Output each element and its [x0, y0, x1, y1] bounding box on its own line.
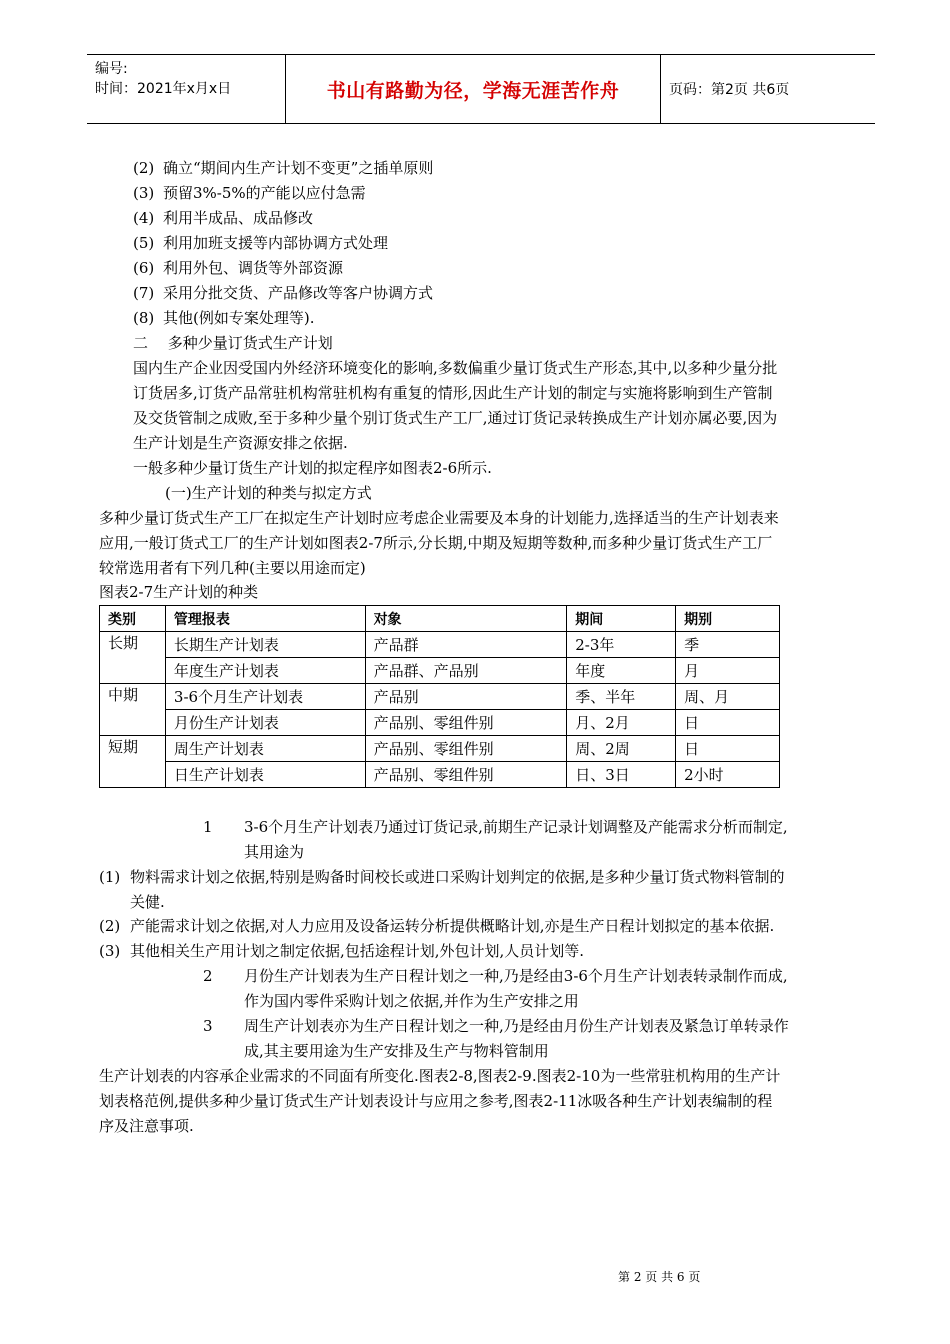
paragraph-line: 3-6个月生产计划表乃通过订货记录,前期生产记录计划调整及产能需求分析而制定, — [244, 818, 788, 836]
paragraph-line: 生产计划是生产资源安排之依据. — [133, 434, 348, 452]
paragraph-line: 产能需求计划之依据,对人力应用及设备运转分析提供概略计划,亦是生产日程计划拟定的基本依据. — [130, 917, 775, 935]
table-cell: 日、3日 — [567, 762, 676, 788]
list-item-text: 利用外包、调货等外部资源 — [163, 259, 344, 277]
header-page-number: 页码：第2页 共6页 — [669, 82, 790, 98]
numbered-item-number: 3 — [203, 1017, 213, 1035]
sub-item-number: (2) — [99, 917, 121, 935]
paragraph-line: 关健. — [130, 893, 165, 911]
paragraph-line: 订货居多,订货产品常驻机构常驻机构有重复的情形,因此生产计划的制定与实施将影响到生产管制 — [133, 384, 773, 402]
sub-heading: (一)生产计划的种类与拟定方式 — [165, 484, 372, 502]
sub-item-number: (3) — [99, 942, 121, 960]
table-row — [100, 762, 780, 788]
table-cell: 产品群 — [365, 632, 567, 658]
table-header-cell: 对象 — [365, 606, 567, 632]
table-cell: 长期生产计划表 — [165, 632, 365, 658]
paragraph-line: 生产计划表的内容承企业需求的不同面有所变化.图表2-8,图表2-9.图表2-10为一些常驻机构用的生产计 — [99, 1067, 781, 1085]
paragraph-line: 作为国内零件采购计划之依据,并作为生产安排之用 — [244, 992, 579, 1010]
table-header-cell: 期间 — [567, 606, 676, 632]
paragraph-line: 及交货管制之成败,至于多种少量个别订货式生产工厂,通过订货记录转换成生产计划亦属必要,因为 — [133, 409, 778, 427]
paragraph-line: 周生产计划表亦为生产日程计划之一种,乃是经由月份生产计划表及紧急订单转录作 — [244, 1017, 789, 1035]
list-item-number: (2) — [133, 159, 155, 177]
sub-item-number: (1) — [99, 868, 121, 886]
table-row — [100, 684, 780, 710]
header-meta — [95, 59, 231, 99]
table-header-row — [100, 606, 780, 632]
list-item — [133, 181, 366, 206]
table-cell: 产品别、零组件别 — [365, 762, 567, 788]
table-row — [100, 632, 780, 658]
paragraph-line: 较常选用者有下列几种(主要以用途而定) — [99, 559, 366, 577]
table-cell: 日 — [676, 736, 780, 762]
list-item-text: 利用加班支援等内部协调方式处理 — [163, 234, 389, 252]
list-item — [133, 231, 388, 256]
list-item-number: (4) — [133, 209, 155, 227]
list-item — [133, 206, 313, 231]
header-motto: 书山有路勤为径，学海无涯苦作舟 — [326, 79, 620, 102]
table-cell: 年度生产计划表 — [165, 658, 365, 684]
serial-label: 编号: — [95, 61, 128, 77]
paragraph-line: 成,其主要用途为生产安排及生产与物料管制用 — [244, 1042, 549, 1060]
table-category-cell: 短期 — [100, 736, 166, 788]
table-cell: 产品群、产品别 — [365, 658, 567, 684]
table-cell: 月 — [676, 658, 780, 684]
plan-types-table — [99, 605, 780, 788]
table-cell: 产品别、零组件别 — [365, 710, 567, 736]
list-item-number: (7) — [133, 284, 155, 302]
table-cell: 日生产计划表 — [165, 762, 365, 788]
date-label: 时间：2021年x月x日 — [95, 81, 232, 97]
table-category-cell: 中期 — [100, 684, 166, 736]
table-row — [100, 658, 780, 684]
page-header — [87, 54, 875, 124]
list-item-text: 预留3%-5%的产能以应付急需 — [163, 184, 366, 202]
paragraph-line: 划表格范例,提供多种少量订货式生产计划表设计与应用之参考,图表2-11冰吸各种生产计划表编制的程 — [99, 1092, 773, 1110]
paragraph-line: 国内生产企业因受国内外经济环境变化的影响,多数偏重少量订货式生产形态,其中,以多种少量分批 — [133, 359, 778, 377]
numbered-item-number: 2 — [203, 967, 213, 985]
table-cell: 周、2周 — [567, 736, 676, 762]
table-cell: 月、2月 — [567, 710, 676, 736]
table-cell: 产品别、零组件别 — [365, 736, 567, 762]
list-item — [133, 281, 433, 306]
table-cell: 2-3年 — [567, 632, 676, 658]
list-item-number: (5) — [133, 234, 155, 252]
table-row — [100, 736, 780, 762]
table-caption: 图表2-7生产计划的种类 — [99, 583, 259, 601]
header-divider — [660, 55, 661, 123]
table-cell: 2小时 — [676, 762, 780, 788]
paragraph-line: 月份生产计划表为生产日程计划之一种,乃是经由3-6个月生产计划表转录制作而成, — [244, 967, 788, 985]
paragraph-line: 其他相关生产用计划之制定依据,包括途程计划,外包计划,人员计划等. — [130, 942, 585, 960]
list-item — [133, 156, 433, 181]
list-item-text: 其他(例如专案处理等). — [163, 309, 315, 327]
list-item-number: (6) — [133, 259, 155, 277]
table-cell: 日 — [676, 710, 780, 736]
table-header-cell: 管理报表 — [165, 606, 365, 632]
paragraph-line: 应用,一般订货式工厂的生产计划如图表2-7所示,分长期,中期及短期等数种,而多种少量订货式生产工厂 — [99, 534, 773, 552]
table-category-cell: 长期 — [100, 632, 166, 684]
paragraph-line: 序及注意事项. — [99, 1117, 194, 1135]
table-header-cell: 期别 — [676, 606, 780, 632]
table-cell: 周生产计划表 — [165, 736, 365, 762]
table-cell: 月份生产计划表 — [165, 710, 365, 736]
table-row — [100, 710, 780, 736]
list-item-text: 采用分批交货、产品修改等客户协调方式 — [163, 284, 434, 302]
table-cell: 季 — [676, 632, 780, 658]
list-item-number: (8) — [133, 309, 155, 327]
paragraph-line: 物料需求计划之依据,特别是购备时间校长或进口采购计划判定的依据,是多种少量订货式物料管制的 — [130, 868, 785, 886]
table-header-cell: 类别 — [100, 606, 166, 632]
list-item — [133, 306, 314, 331]
table-cell: 季、半年 — [567, 684, 676, 710]
list-item — [133, 256, 343, 281]
page-footer: 第 2 页 共 6 页 — [618, 1270, 701, 1284]
table-cell: 年度 — [567, 658, 676, 684]
table-cell: 3-6个月生产计划表 — [165, 684, 365, 710]
paragraph-line: 多种少量订货式生产工厂在拟定生产计划时应考虑企业需要及本身的计划能力,选择适当的生产计划表来 — [99, 509, 779, 527]
list-item-text: 利用半成品、成品修改 — [163, 209, 314, 227]
paragraph-line: 其用途为 — [244, 843, 305, 861]
list-item-number: (3) — [133, 184, 155, 202]
paragraph-line: 一般多种少量订货生产计划的拟定程序如图表2-6所示. — [133, 459, 492, 477]
table-cell: 产品别 — [365, 684, 567, 710]
table-cell: 周、月 — [676, 684, 780, 710]
section-heading: 二 多种少量订货式生产计划 — [133, 334, 333, 352]
list-item-text: 确立“期间内生产计划不变更”之插单原则 — [163, 159, 434, 177]
numbered-item-number: 1 — [203, 818, 213, 836]
